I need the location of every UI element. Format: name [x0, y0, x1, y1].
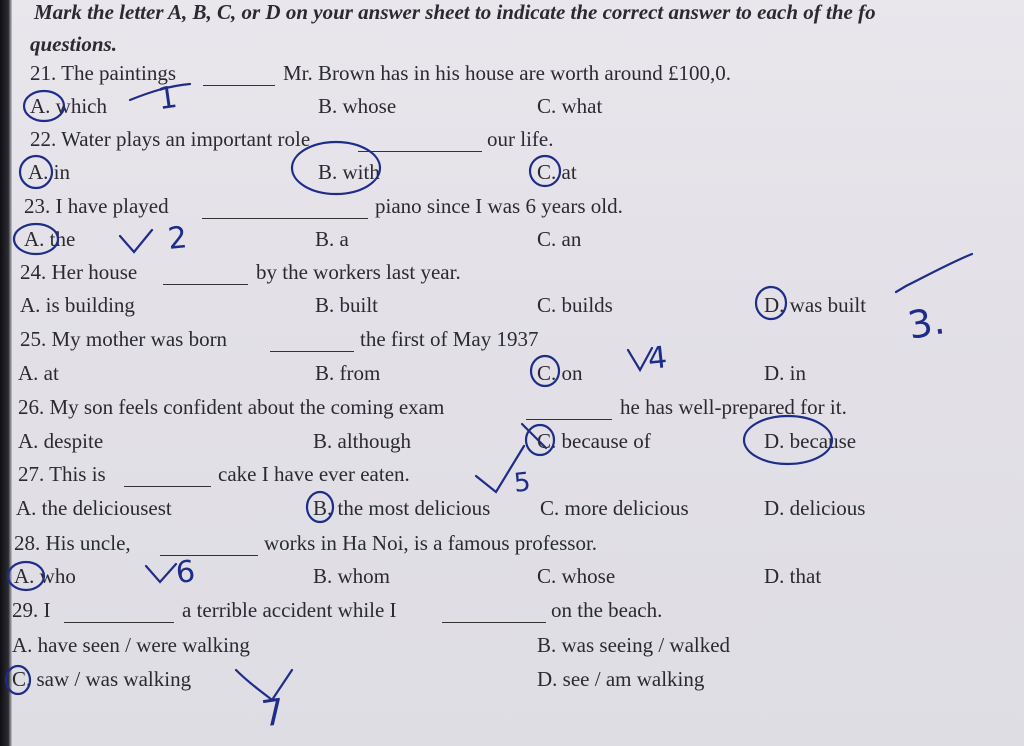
q22-option-a: A. in	[28, 160, 70, 184]
q22-option-b: B. with	[318, 160, 380, 184]
q23-stem-end: piano since I was 6 years old.	[375, 194, 623, 218]
q23-option-c: C. an	[537, 227, 582, 251]
q26-stem-start: 26. My son feels confident about the coming exam	[18, 395, 445, 419]
q24-option-b: B. built	[315, 293, 379, 317]
q26-option-a: A. despite	[18, 429, 104, 453]
q28-option-c: C. whose	[537, 564, 616, 588]
q24-option-a: A. is building	[20, 293, 135, 317]
handwritten-number-2: 2	[166, 220, 189, 257]
q21-stem-end: Mr. Brown has in his house are worth around £100,0.	[283, 61, 731, 85]
q25-stem-end: the first of May 1937	[360, 327, 539, 351]
handwritten-number-3: 3.	[904, 298, 948, 348]
q26-blank	[526, 419, 612, 420]
q25-stem-start: 25. My mother was born	[20, 327, 228, 351]
handwritten-number-5: 5	[512, 467, 533, 499]
q25-option-a: A. at	[18, 361, 59, 385]
q21-option-c: C. what	[537, 94, 603, 118]
q28-option-b: B. whom	[313, 564, 391, 588]
q25-option-b: B. from	[315, 361, 381, 385]
q29-blank-1	[64, 622, 174, 623]
q29-stem-end: on the beach.	[551, 598, 663, 622]
q29-option-c: C. saw / was walking	[12, 667, 192, 691]
q25-option-d: D. in	[764, 361, 806, 385]
q23-option-a: A. the	[24, 227, 76, 251]
handwritten-number-7: 7	[259, 691, 288, 736]
q25-option-c: C. on	[537, 361, 583, 385]
q26-option-d: D. because	[764, 429, 857, 453]
q29-stem-middle: a terrible accident while I	[182, 598, 397, 622]
instructions-line-2: questions.	[30, 32, 117, 56]
q27-stem-start: 27. This is	[18, 462, 106, 486]
q29-option-b: B. was seeing / walked	[537, 633, 731, 657]
instructions-line-1: Mark the letter A, B, C, or D on your answer sheet to indicate the correct answer to each of the fo	[34, 0, 876, 24]
q23-blank	[202, 218, 368, 219]
q28-option-a: A. who	[14, 564, 76, 588]
q26-option-c: C. because of	[537, 429, 651, 453]
q22-stem-start: 22. Water plays an important role	[30, 127, 311, 151]
q27-option-a: A. the deliciousest	[16, 496, 172, 520]
q29-option-a: A. have seen / were walking	[12, 633, 250, 657]
q25-blank	[270, 351, 354, 352]
q24-tick-mark	[896, 254, 972, 292]
q27-option-b: B. the most delicious	[313, 496, 491, 520]
q21-blank	[203, 85, 275, 86]
q27-option-c: C. more delicious	[540, 496, 689, 520]
q21-option-a: A. which	[30, 94, 107, 118]
q27-option-d: D. delicious	[764, 496, 866, 520]
q23-stem-start: 23. I have played	[24, 194, 169, 218]
handwritten-number-1: 1	[155, 79, 180, 118]
q28-stem-start: 28. His uncle,	[14, 531, 131, 555]
q24-stem-end: by the workers last year.	[256, 260, 461, 284]
q22-stem-end: our life.	[487, 127, 554, 151]
q29-stem-start: 29. I	[12, 598, 51, 622]
q22-blank	[358, 151, 482, 152]
q26-stem-end: he has well-prepared for it.	[620, 395, 847, 419]
q26-option-b: B. although	[313, 429, 411, 453]
q24-option-c: C. builds	[537, 293, 613, 317]
q21-stem-start: 21. The paintings	[30, 61, 177, 85]
photo-left-edge	[0, 0, 12, 746]
q29-option-d: D. see / am walking	[537, 667, 705, 691]
q29-blank-2	[442, 622, 546, 623]
q27-blank	[124, 486, 211, 487]
q28-option-d: D. that	[764, 564, 822, 588]
q24-stem-start: 24. Her house	[20, 260, 138, 284]
q24-option-d: D. was built	[764, 293, 867, 317]
q24-blank	[163, 284, 248, 285]
q23-option-b: B. a	[315, 227, 349, 251]
q28-tick-mark	[146, 564, 176, 582]
handwritten-number-4: 4	[646, 340, 669, 377]
handwritten-number-6: 6	[174, 554, 197, 591]
q28-stem-end: works in Ha Noi, is a famous professor.	[264, 531, 598, 555]
q21-option-b: B. whose	[318, 94, 397, 118]
q23-tick-mark	[120, 230, 152, 252]
q22-option-c: C. at	[537, 160, 577, 184]
q27-stem-end: cake I have ever eaten.	[218, 462, 410, 486]
